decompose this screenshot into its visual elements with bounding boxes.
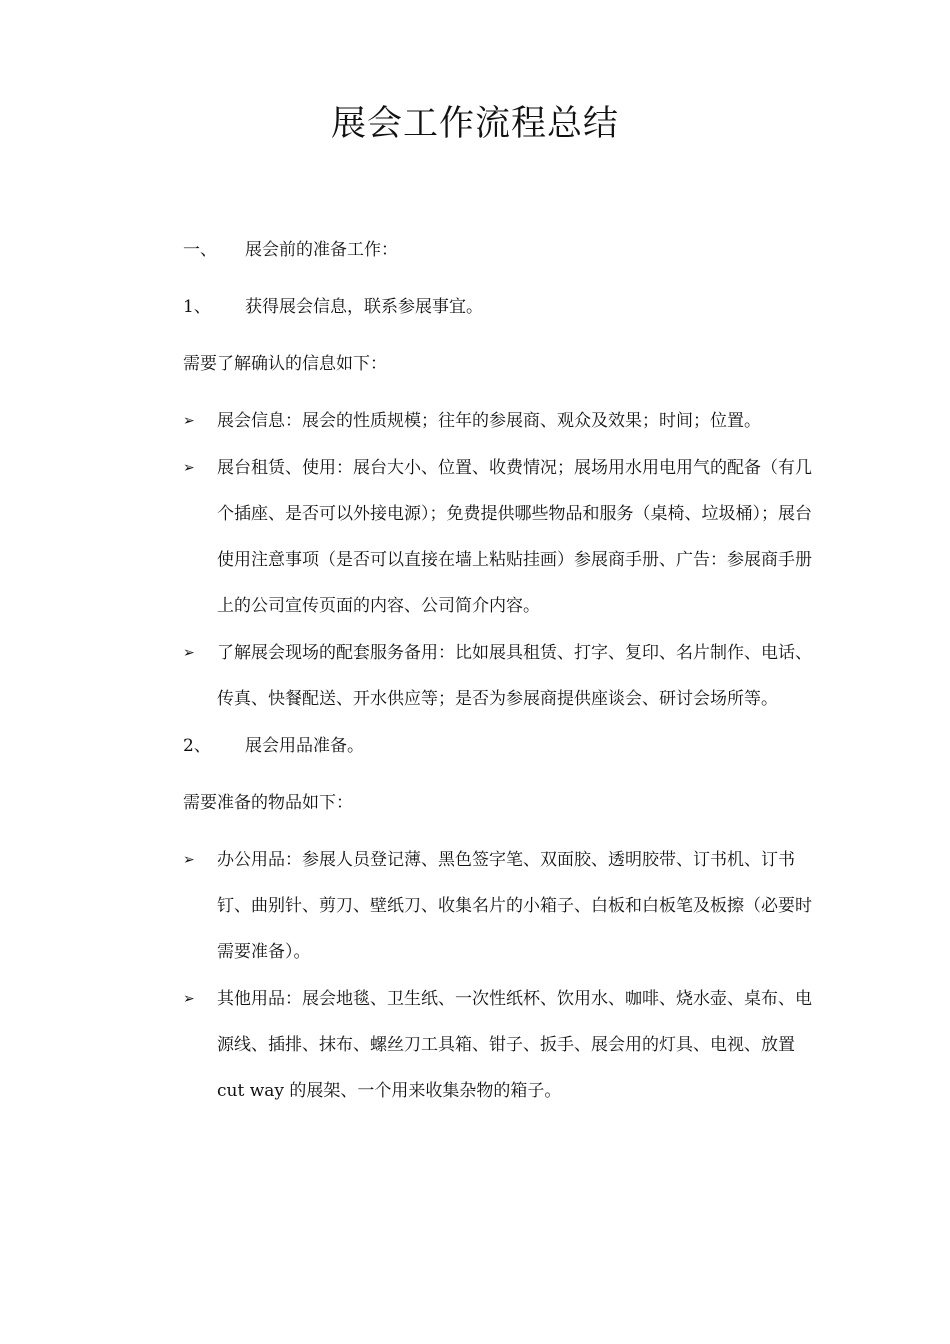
bullet-text: 展台租赁、使用：展台大小、位置、收费情况；展场用水用电用气的配备（有几个插座、是否可以外接电源）；免费提供哪些物品和服务（桌椅、垃圾桶）；展台使用注意事项（是否可以直接在墙上粘贴挂画）参展商手册、广告：参展商手册上的公司宣传页面的内容、公司简介内容。 bbox=[217, 458, 812, 616]
bullet-item bbox=[183, 837, 813, 975]
bullet-text: 了解展会现场的配套服务备用：比如展具租赁、打字、复印、名片制作、电话、传真、快餐配送、开水供应等；是否为参展商提供座谈会、研讨会场所等。 bbox=[217, 643, 812, 709]
arrow-bullet-icon: ➢ bbox=[183, 852, 195, 868]
intro-paragraph: 需要准备的物品如下： bbox=[183, 793, 353, 813]
section-heading bbox=[183, 236, 813, 264]
bullet-item bbox=[183, 976, 813, 1114]
page-title: 展会工作流程总结 bbox=[330, 104, 619, 144]
document-body bbox=[183, 236, 813, 1124]
item-number: 2、 bbox=[183, 736, 211, 756]
bullet-item bbox=[183, 630, 813, 722]
item-text: 展会用品准备。 bbox=[245, 736, 364, 756]
section-text: 展会前的准备工作： bbox=[245, 240, 398, 260]
arrow-bullet-icon: ➢ bbox=[183, 460, 195, 476]
item-text: 获得展会信息，联系参展事宜。 bbox=[245, 297, 483, 317]
bullet-text: 办公用品：参展人员登记薄、黑色签字笔、双面胶、透明胶带、订书机、订书钉、曲别针、剪刀、壁纸刀、收集名片的小箱子、白板和白板笔及板擦（必要时需要准备）。 bbox=[217, 850, 812, 962]
arrow-bullet-icon: ➢ bbox=[183, 991, 195, 1007]
numbered-item bbox=[183, 293, 813, 321]
arrow-bullet-icon: ➢ bbox=[183, 645, 195, 661]
arrow-bullet-icon: ➢ bbox=[183, 413, 195, 429]
section-number: 一、 bbox=[183, 240, 217, 260]
bullet-item bbox=[183, 398, 813, 444]
bullet-text: 其他用品：展会地毯、卫生纸、一次性纸杯、饮用水、咖啡、烧水壶、桌布、电源线、插排、抹布、螺丝刀工具箱、钳子、扳手、展会用的灯具、电视、放置 cut way 的展架、一个用来收集杂物的箱子。 bbox=[217, 989, 812, 1101]
item-number: 1、 bbox=[183, 297, 211, 317]
numbered-item bbox=[183, 732, 813, 760]
intro-paragraph: 需要了解确认的信息如下： bbox=[183, 354, 387, 374]
bullet-item bbox=[183, 445, 813, 629]
bullet-text: 展会信息：展会的性质规模；往年的参展商、观众及效果；时间；位置。 bbox=[217, 411, 761, 431]
